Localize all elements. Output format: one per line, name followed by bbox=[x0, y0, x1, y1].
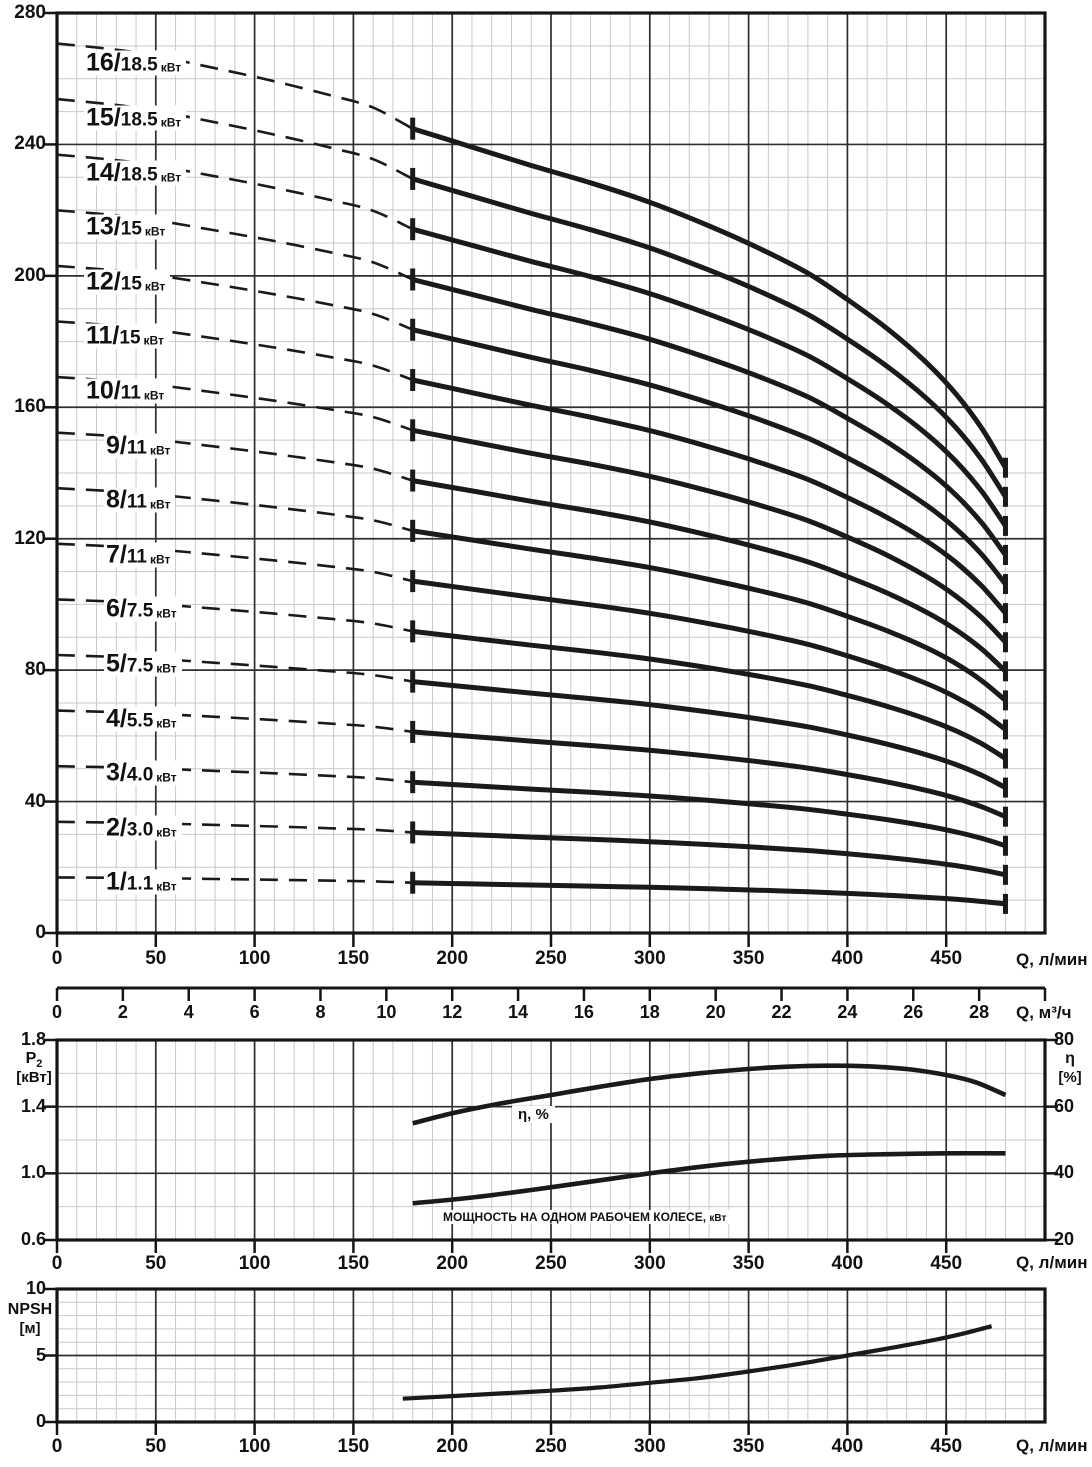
mid-x-tick-label: 150 bbox=[337, 1253, 370, 1274]
main-y-tick-label: 160 bbox=[14, 396, 46, 418]
m3h-tick-label: 22 bbox=[771, 1002, 792, 1022]
m3h-tick-label: 0 bbox=[51, 1002, 62, 1022]
npsh-tick-label: 0 bbox=[35, 1411, 46, 1431]
main-x-tick-label: 250 bbox=[535, 948, 567, 969]
npsh-chart-x-axis-unit-label: Q, л/мин bbox=[1016, 1436, 1088, 1455]
power-unit: кВт bbox=[160, 170, 182, 185]
mid-x-tick-label: 0 bbox=[51, 1253, 63, 1274]
power-unit: кВт bbox=[143, 333, 164, 348]
power-unit: кВт bbox=[156, 716, 177, 731]
p2-axis-unit: [кВт] bbox=[16, 1069, 52, 1086]
power-unit: кВт bbox=[160, 115, 182, 130]
efficiency-curve-label: η, % bbox=[512, 1106, 555, 1123]
main-x-tick-label: 50 bbox=[145, 948, 167, 969]
power-efficiency-chart bbox=[44, 1040, 1058, 1253]
m3h-tick-label: 28 bbox=[969, 1002, 990, 1022]
bot-x-tick-label: 200 bbox=[436, 1436, 469, 1457]
m3h-tick-label: 2 bbox=[117, 1002, 128, 1022]
npsh-curve bbox=[403, 1326, 992, 1399]
m3h-tick-label: 14 bbox=[508, 1002, 529, 1022]
motor-power: 11 bbox=[126, 546, 147, 568]
stage-number: 10/ bbox=[86, 376, 121, 405]
p2-tick-label: 1.4 bbox=[20, 1095, 46, 1116]
main-y-tick-label: 240 bbox=[14, 133, 46, 155]
eta-tick-label: 40 bbox=[1054, 1162, 1075, 1183]
power-unit: кВт bbox=[144, 279, 166, 294]
motor-power: 1.1 bbox=[126, 873, 154, 895]
motor-power: 11 bbox=[126, 491, 147, 513]
bot-x-tick-label: 450 bbox=[930, 1436, 963, 1457]
motor-power: 7.5 bbox=[126, 600, 154, 622]
m3h-tick-label: 20 bbox=[705, 1002, 726, 1022]
m3h-tick-label: 24 bbox=[837, 1002, 858, 1022]
motor-power: 15 bbox=[120, 218, 142, 240]
mid-x-tick-label: 50 bbox=[145, 1253, 167, 1274]
motor-power: 5.5 bbox=[126, 710, 154, 732]
power-unit: кВт bbox=[149, 443, 171, 458]
mid-x-tick-label: 250 bbox=[535, 1253, 567, 1274]
power-curve-label-text: МОЩНОСТЬ НА ОДНОМ РАБОЧЕМ КОЛЕСЕ, bbox=[443, 1210, 707, 1224]
main-y-tick-label: 0 bbox=[35, 922, 46, 943]
main-x-tick-label: 0 bbox=[51, 948, 63, 969]
mid-x-tick-label: 100 bbox=[238, 1253, 271, 1274]
main-x-tick-label: 150 bbox=[337, 948, 370, 969]
eta-axis-symbol: η bbox=[1065, 1050, 1075, 1067]
stage-number: 12/ bbox=[86, 267, 121, 296]
npsh-axis-symbol: NPSH bbox=[7, 1301, 53, 1318]
main-x-tick-label: 350 bbox=[732, 948, 765, 969]
stage-number: 11/ bbox=[86, 321, 120, 350]
bot-x-tick-label: 0 bbox=[51, 1436, 63, 1457]
m3h-tick-label: 4 bbox=[183, 1002, 194, 1022]
power-unit: кВт bbox=[156, 770, 177, 785]
power-chart-x-axis-unit-label: Q, л/мин bbox=[1016, 1253, 1088, 1272]
p2-tick-label: 1.8 bbox=[20, 1029, 46, 1049]
eta-tick-label: 20 bbox=[1054, 1229, 1075, 1249]
stage-number: 13/ bbox=[86, 212, 121, 241]
main-y-tick-label: 280 bbox=[14, 2, 46, 23]
m3h-tick-label: 10 bbox=[376, 1002, 397, 1022]
main-x-tick-label: 450 bbox=[930, 948, 963, 969]
motor-power: 11 bbox=[120, 382, 141, 404]
main-y-tick-label: 80 bbox=[24, 659, 46, 681]
m3h-tick-label: 6 bbox=[249, 1002, 260, 1022]
stage-number: 14/ bbox=[86, 158, 121, 187]
power-unit: кВт bbox=[143, 388, 165, 403]
eta-axis-unit: [%] bbox=[1058, 1069, 1082, 1086]
mid-x-tick-label: 450 bbox=[930, 1253, 963, 1274]
eta-tick-label: 80 bbox=[1054, 1029, 1075, 1049]
mid-x-tick-label: 350 bbox=[732, 1253, 765, 1274]
m3h-tick-label: 18 bbox=[639, 1002, 660, 1022]
motor-power: 18.5 bbox=[120, 54, 158, 76]
bot-x-tick-label: 400 bbox=[831, 1436, 864, 1457]
stage-number: 6/ bbox=[106, 594, 127, 623]
power-unit: кВт bbox=[156, 661, 177, 676]
npsh-chart bbox=[44, 1289, 1045, 1435]
main-x-axis-unit-label: Q, л/мин bbox=[1016, 950, 1088, 969]
p2-symbol: P bbox=[25, 1050, 37, 1067]
p2-symbol-subscript: 2 bbox=[36, 1058, 43, 1071]
eta-tick-label: 60 bbox=[1054, 1095, 1075, 1116]
power-unit: кВт bbox=[149, 497, 171, 512]
stage-number: 5/ bbox=[106, 649, 127, 678]
stage-number: 8/ bbox=[106, 485, 127, 514]
main-y-tick-label: 200 bbox=[14, 264, 46, 286]
stage-number: 15/ bbox=[86, 103, 121, 132]
mid-x-tick-label: 400 bbox=[831, 1253, 864, 1274]
motor-power: 7.5 bbox=[126, 655, 154, 677]
motor-power: 3.0 bbox=[126, 819, 154, 841]
motor-power: 4.0 bbox=[126, 764, 154, 786]
main-y-tick-label: 40 bbox=[24, 790, 46, 812]
npsh-tick-label: 10 bbox=[25, 1278, 46, 1298]
motor-power: 15 bbox=[119, 327, 141, 349]
bot-x-tick-label: 100 bbox=[238, 1436, 271, 1457]
power-unit: кВт bbox=[156, 879, 177, 894]
motor-power: 18.5 bbox=[120, 109, 158, 131]
stage-number: 16/ bbox=[86, 48, 121, 77]
secondary-flow-ruler bbox=[57, 988, 1045, 1001]
npsh-axis-unit: [м] bbox=[19, 1320, 41, 1337]
power-unit: кВт bbox=[160, 60, 182, 75]
bot-x-tick-label: 50 bbox=[145, 1436, 167, 1457]
stage-number: 4/ bbox=[106, 704, 127, 733]
main-x-tick-label: 300 bbox=[633, 948, 666, 969]
mid-x-tick-label: 300 bbox=[633, 1253, 666, 1274]
m3h-tick-label: 16 bbox=[573, 1002, 594, 1022]
main-y-tick-label: 120 bbox=[14, 527, 46, 549]
motor-power: 15 bbox=[120, 273, 142, 295]
secondary-x-axis-unit-label: Q, м³/ч bbox=[1016, 1003, 1072, 1022]
stage-number: 7/ bbox=[106, 540, 127, 569]
motor-power: 18.5 bbox=[120, 164, 158, 186]
power-unit: кВт bbox=[144, 224, 166, 239]
stage-number: 3/ bbox=[106, 758, 127, 787]
main-x-tick-label: 100 bbox=[238, 948, 271, 969]
p2-tick-label: 1.0 bbox=[20, 1162, 46, 1183]
power-unit: кВт bbox=[156, 606, 177, 621]
main-chart-grid bbox=[57, 13, 1045, 933]
main-x-tick-label: 400 bbox=[831, 948, 864, 969]
m3h-tick-label: 8 bbox=[315, 1002, 326, 1022]
bot-x-tick-label: 250 bbox=[535, 1436, 567, 1457]
stage-number: 1/ bbox=[106, 867, 127, 896]
stage-number: 2/ bbox=[106, 813, 127, 842]
power-curve-label-unit: кВт bbox=[709, 1213, 727, 1224]
npsh-tick-label: 5 bbox=[35, 1344, 46, 1365]
m3h-tick-label: 26 bbox=[903, 1002, 924, 1022]
motor-power: 11 bbox=[126, 437, 147, 459]
mid-x-tick-label: 200 bbox=[436, 1253, 469, 1274]
stage-number: 9/ bbox=[106, 431, 127, 460]
p2-tick-label: 0.6 bbox=[20, 1229, 46, 1249]
bot-x-tick-label: 300 bbox=[633, 1436, 666, 1457]
power-unit: кВт bbox=[156, 825, 177, 840]
power-unit: кВт bbox=[149, 552, 171, 567]
bot-x-tick-label: 150 bbox=[337, 1436, 370, 1457]
main-x-tick-label: 200 bbox=[436, 948, 469, 969]
bot-x-tick-label: 350 bbox=[732, 1436, 765, 1457]
m3h-tick-label: 12 bbox=[442, 1002, 463, 1022]
